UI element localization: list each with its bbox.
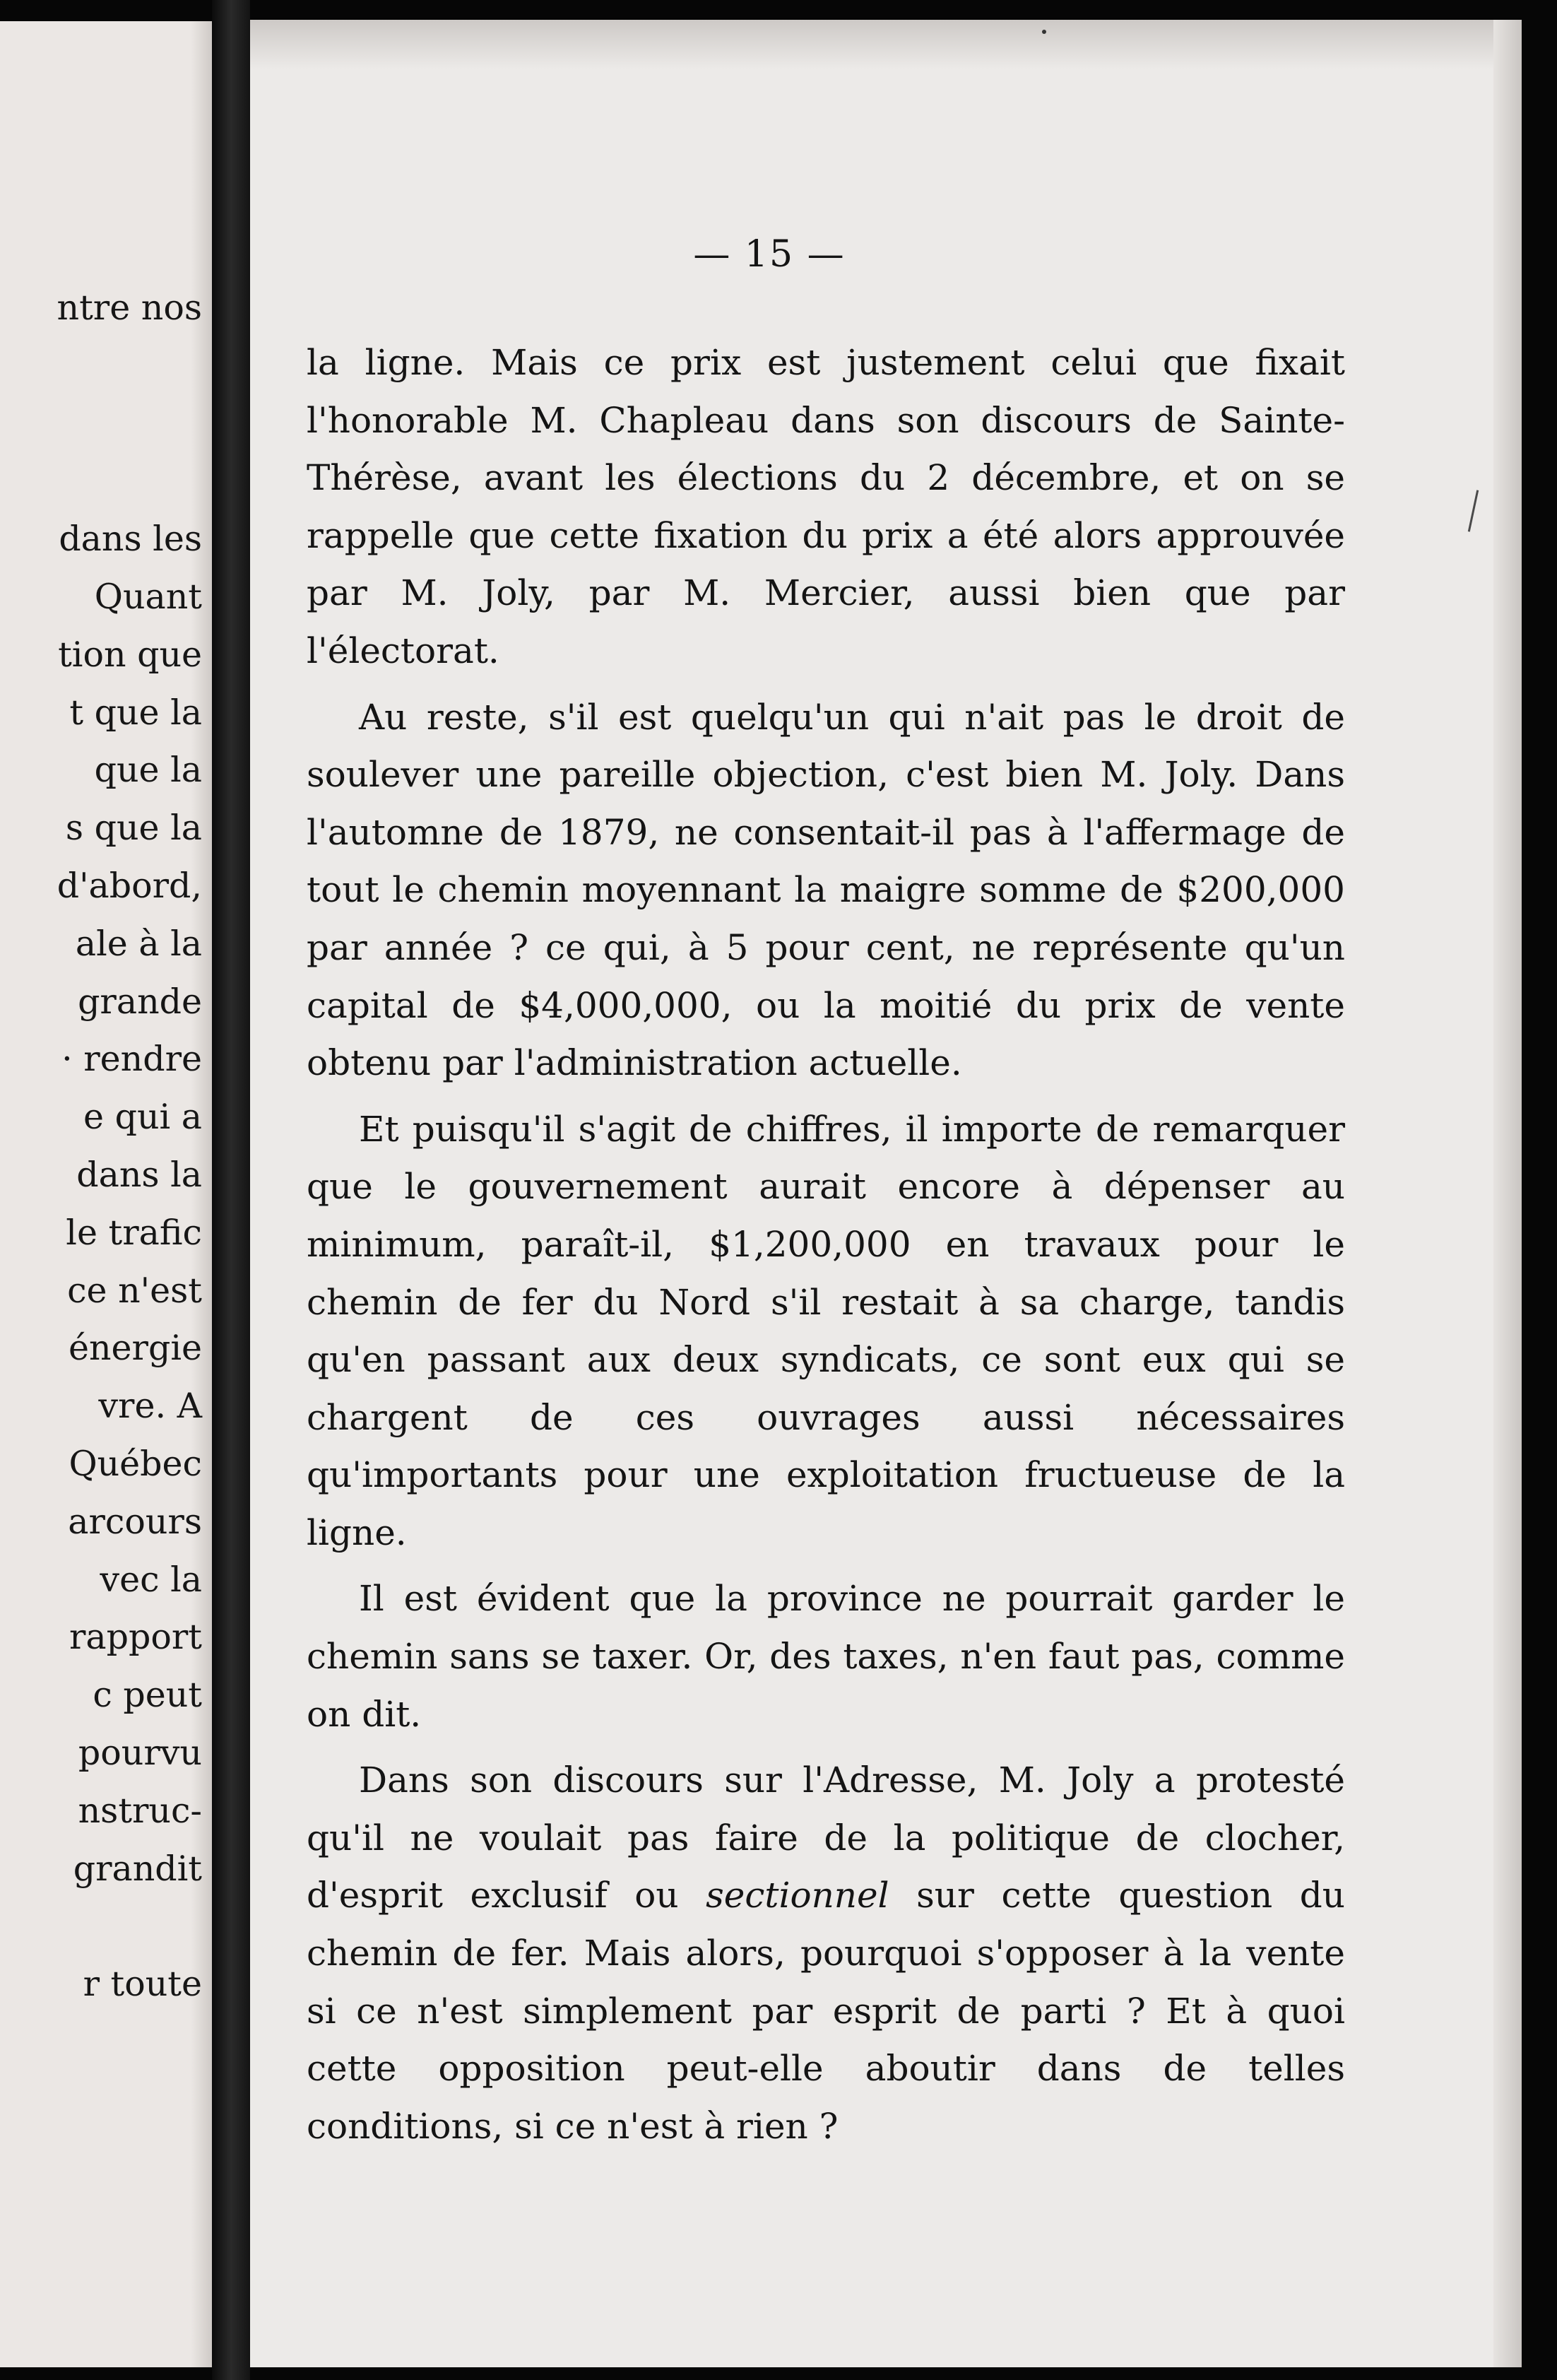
- page-number: — 15 —: [693, 233, 846, 276]
- paragraph: [307, 1752, 1345, 2155]
- left-line: [0, 452, 202, 510]
- paragraph: la ligne. Mais ce prix est justement celui que fixait l'honorable M. Chapleau dans son discours de Sainte-Thérèse, avant les élections du 2 décembre, et on se rappelle que cette fixation du prix a été alors approuvée par M. Joly, par M. Mercier, aussi bien que par l'électorat.: [307, 342, 1345, 671]
- left-line: énergie: [68, 1328, 202, 1369]
- left-line: [0, 337, 202, 395]
- left-line: d'abord,: [57, 865, 202, 906]
- left-line: le trafic: [66, 1212, 202, 1253]
- left-line: [0, 395, 202, 453]
- scan-dust-speck: [1042, 30, 1046, 34]
- left-line: grandit: [73, 1848, 202, 1889]
- page-top-shadow: [250, 20, 1522, 69]
- left-line: que la: [94, 750, 202, 791]
- paragraph: Il est évident que la province ne pourrait garder le chemin sans se taxer. Or, des taxes, n'en faut pas, comme on dit.: [307, 1578, 1345, 1735]
- left-line: [0, 1897, 202, 1955]
- left-line: tion que: [58, 634, 202, 675]
- previous-page-fragment: [0, 21, 212, 2367]
- left-line: c peut: [93, 1675, 202, 1716]
- left-line: r toute: [83, 1964, 202, 2005]
- margin-pencil-mark: [1468, 490, 1479, 531]
- left-line: pourvu: [78, 1732, 202, 1773]
- left-line: nstruc-: [78, 1790, 202, 1831]
- left-line: dans la: [76, 1154, 202, 1195]
- paragraph-text: Dans son discours sur l'Adresse, M. Joly a protesté qu'il ne voulait pas faire de la politique de clocher, d'esprit exclusif ou: [307, 1760, 1345, 1916]
- left-line: vre. A: [98, 1386, 202, 1427]
- left-line: · rendre: [61, 1039, 202, 1080]
- italic-word: sectionnel: [706, 1875, 889, 1916]
- left-line: vec la: [100, 1559, 202, 1600]
- left-line: ce n'est: [67, 1270, 202, 1311]
- left-line: t que la: [69, 692, 202, 733]
- left-line: dans les: [59, 519, 202, 560]
- left-line: e qui a: [83, 1097, 202, 1138]
- paragraph: Au reste, s'il est quelqu'un qui n'ait pas le droit de soulever une pareille objection, c'est bien M. Joly. Dans l'automne de 1879, ne consentait-il pas à l'affermage de tout le chemin moyennant la maigre somme de $200,000 par année ? ce qui, à 5 pour cent, ne représente qu'un capital de $4,000,000, ou la moitié du prix de vente obtenu par l'administration actuelle.: [307, 696, 1345, 1084]
- left-line: ale à la: [75, 923, 202, 964]
- page: [250, 20, 1522, 2367]
- page-edge-shadow: [1493, 20, 1522, 2367]
- left-line: rapport: [69, 1617, 202, 1658]
- paragraph-text: sur cette question du chemin de fer. Mais alors, pourquoi s'opposer à la vente si ce n'est simplement par esprit de parti ? Et à quoi cette opposition peut-elle aboutir dans de telles conditions, si ce n'est à rien ?: [307, 1875, 1345, 2147]
- page-body: [307, 334, 1345, 2164]
- left-line: Québec: [69, 1443, 202, 1484]
- left-line: ntre nos: [57, 288, 202, 328]
- paragraph: Et puisqu'il s'agit de chiffres, il importe de remarquer que le gouvernement aurait encore à dépenser au minimum, paraît-il, $1,200,000 en travaux pour le chemin de fer du Nord s'il restait à sa charge, tandis qu'en passant aux deux syndicats, ce sont eux qui se chargent de ces ouvrages aussi nécessaires qu'importants pour une exploitation fructueuse de la ligne.: [307, 1108, 1345, 1553]
- previous-page-text: [0, 279, 202, 2013]
- left-line: Quant: [94, 576, 202, 617]
- book-binding-gutter: [212, 0, 250, 2380]
- left-line: arcours: [68, 1501, 202, 1542]
- left-line: s que la: [65, 808, 202, 849]
- left-line: grande: [78, 981, 202, 1022]
